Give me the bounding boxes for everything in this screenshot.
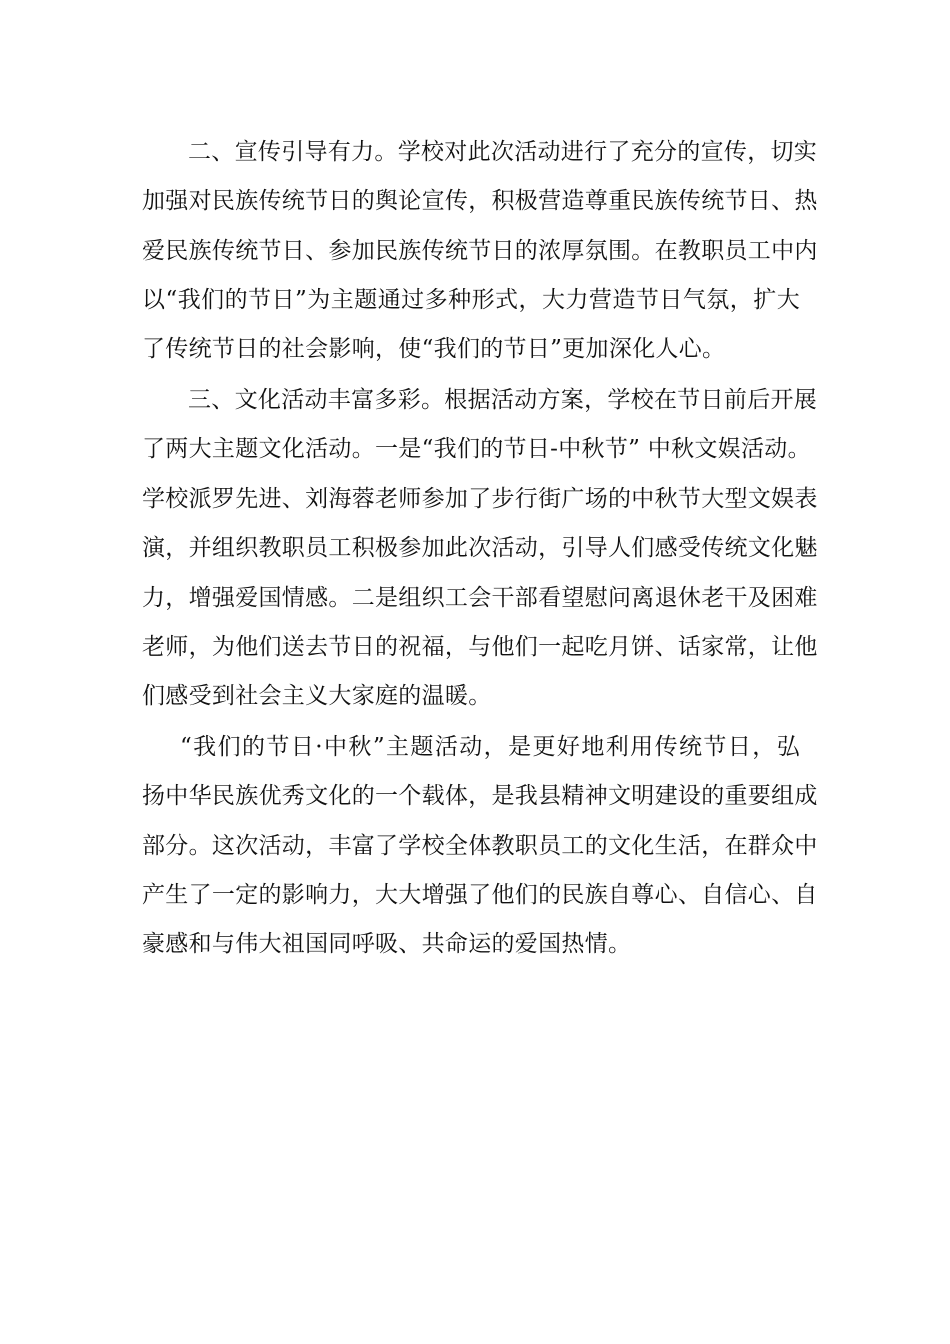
text-line: 们感受到社会主义大家庭的温暖。 [142, 683, 492, 709]
text-line: 爱民族传统节日、参加民族传统节日的浓厚氛围。在教职员工中内 [142, 238, 818, 264]
text-line: 二、宣传引导有力。学校对此次活动进行了充分的宣传，切实 [188, 139, 818, 165]
text-line: 扬中华民族优秀文化的一个载体，是我县精神文明建设的重要组成 [142, 783, 818, 809]
text-line: 产生了一定的影响力，大大增强了他们的民族自尊心、自信心、自 [142, 882, 818, 908]
text-line: 三、文化活动丰富多彩。根据活动方案，学校在节日前后开展 [188, 387, 818, 413]
text-line: 豪感和与伟大祖国同呼吸、共命运的爱国热情。 [142, 931, 632, 957]
text-line: 部分。这次活动，丰富了学校全体教职员工的文化生活，在群众中 [142, 833, 818, 859]
text-line: 了两大主题文化活动。一是“我们的节日-中秋节” 中秋文娱活动。 [142, 436, 811, 462]
text-line: 力，增强爱国情感。二是组织工会干部看望慰问离退休老干及困难 [142, 585, 818, 611]
text-line: 加强对民族传统节日的舆论宣传，积极营造尊重民族传统节日、热 [142, 188, 818, 214]
text-line: 学校派罗先进、刘海蓉老师参加了步行街广场的中秋节大型文娱表 [142, 486, 818, 512]
text-line: 以“我们的节日”为主题通过多种形式，大力营造节日气氛，扩大 [142, 287, 800, 313]
text-line: 演，并组织教职员工积极参加此次活动，引导人们感受传统文化魅 [142, 535, 818, 561]
text-line: 老师，为他们送去节日的祝福，与他们一起吃月饼、话家常，让他 [142, 634, 818, 660]
text-line: 了传统节日的社会影响，使“我们的节日”更加深化人心。 [142, 336, 726, 362]
text-line: “我们的节日·中秋”主题活动，是更好地利用传统节日，弘 [180, 734, 800, 760]
